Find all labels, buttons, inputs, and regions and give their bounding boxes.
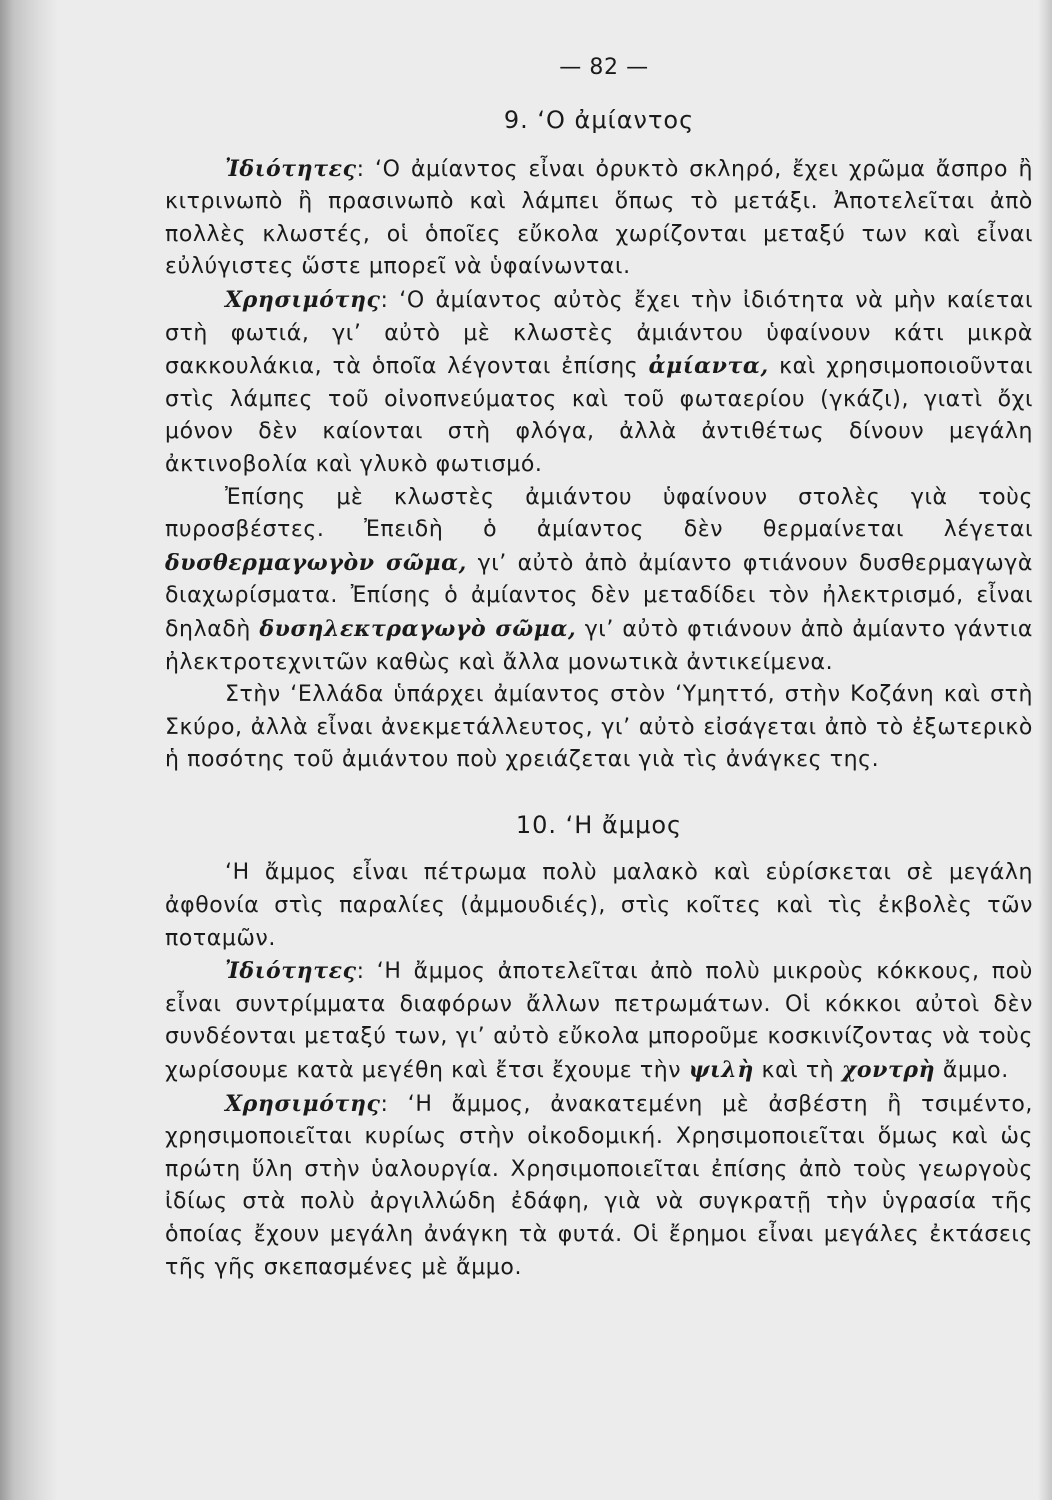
paragraph-text: : ‘Ο ἀμίαντος εἶναι ὀρυκτὸ σκληρό, ἔχει χρῶμα ἄσπρο ἢ κιτρινωπὸ ἢ πρασινωπὸ καὶ λάμπει ὅπως τὸ μετάξι. Ἀποτελεῖται ἀπὸ πολλὲς κλωστές, οἱ ὁποῖες εὔκολα χωρίζονται μεταξύ των καὶ εἶναι εὐλύγιστες ὥστε μπορεῖ νὰ ὑφαίνωνται.	[165, 156, 1033, 280]
emphasized-term: δυσθερμαγωγὸν σῶμα,	[165, 549, 467, 576]
paragraph-text: Στὴν ‘Ελλάδα ὑπάρχει ἀμίαντος στὸν ‘Υμηττό, στὴν Κοζάνη καὶ στὴ Σκύρο, ἀλλὰ εἶναι ἀνεκμετάλλευτος, γι’ αὐτὸ εἰσάγεται ἀπὸ τὸ ἐξωτερικὸ ἡ ποσότης τοῦ ἀμιάντου ποὺ χρειάζεται γιὰ τὶς ἀνάγκες της.	[165, 682, 1033, 773]
paragraph-sand-usefulness	[165, 1088, 1033, 1285]
lead-term: Χρησιμότης	[225, 286, 381, 313]
paragraph-text: Ἐπίσης μὲ κλωστὲς ἀμιάντου ὑφαίνουν στολὲς γιὰ τοὺς πυροσβέστες. Ἐπειδὴ ὁ ἀμίαντος δὲν θερμαίνεται λέγεται	[165, 484, 1033, 543]
page-binding-edge	[0, 0, 58, 1500]
paragraph-asbestos-greece	[165, 679, 1033, 777]
lead-term: Ἰδιότητες	[225, 155, 357, 182]
paragraph-text: ‘Η ἄμμος εἶναι πέτρωμα πολὺ μαλακὸ καὶ εὑρίσκεται σὲ μεγάλη ἀφθονία στὶς παραλίες (ἀμμουδιές), στὶς κοῖτες καὶ τὶς ἐκβολὲς τῶν ποταμῶν.	[165, 860, 1033, 951]
paragraph-text: γι’ αὐτὸ φτιάνουν ἀπὸ ἀμίαντο γάντια ἠλεκτροτεχνιτῶν καθὼς καὶ ἄλλα μονωτικὰ ἀντικείμενα.	[165, 616, 1034, 675]
paragraph-sand-properties	[165, 955, 1033, 1087]
paragraph-asbestos-properties	[165, 153, 1033, 284]
emphasized-term: ψιλὴ	[688, 1057, 754, 1084]
section-title-sand: 10. ‘Η ἄμμος	[515, 810, 683, 839]
paragraph-sand-intro	[165, 857, 1033, 955]
page-text	[165, 50, 1033, 1284]
paragraph-text: : ‘Η ἄμμος, ἀνακατεμένη μὲ ἀσβέστη ἢ τσιμέντο, χρησιμοποιεῖται κυρίως στὴν οἰκοδομική. Χρησιμοποιεῖται ὅμως καὶ ὡς πρώτη ὕλη στὴν ὑαλουργία. Χρησιμοποιεῖται ἐπίσης ἀπὸ τοὺς γεωργοὺς ἰδίως στὰ πολὺ ἀργιλλώδη ἐδάφη, γιὰ νὰ συγκρατῇ τὴν ὑγρασία τῆς ὁποίας ἔχουν μεγάλη ἀνάγκη τὰ φυτά. Οἱ ἔρημοι εἶναι μεγάλες ἐκτάσεις τῆς γῆς σκεπασμένες μὲ ἄμμο.	[165, 1091, 1033, 1280]
lead-term: Χρησιμότης	[225, 1090, 381, 1117]
paragraph-text: καὶ χρησιμοποιοῦνται στὶς λάμπες τοῦ οἰνοπνεύματος καὶ τοῦ φωταερίου (γκάζι), γιατὶ ὄχι μόνον δὲν καίονται στὴ φλόγα, ἀλλὰ ἀντιθέτως δίνουν μεγάλη ἀκτινοβολία καὶ γλυκὸ φωτισμό.	[165, 354, 1034, 477]
emphasized-term: χοντρὴ	[841, 1057, 936, 1084]
paragraph-asbestos-usefulness	[165, 284, 1033, 482]
paragraph-text: γι’ αὐτὸ ἀπὸ ἀμίαντο φτιάνουν δυσθερμαγωγὰ διαχωρίσματα. Ἐπίσης ὁ ἀμίαντος δὲν μεταδίδει τὸν ἠλεκτρισμό, εἶναι δηλαδὴ	[165, 550, 1033, 642]
section-gap	[165, 777, 1033, 791]
paragraph-text: : ‘Η ἄμμος ἀποτελεῖται ἀπὸ πολὺ μικροὺς κόκκους, ποὺ εἶναι συντρίμματα διαφόρων ἄλλων πετρωμάτων. Οἱ κόκκοι αὐτοὶ δὲν συνδέονται μεταξύ των, γι’ αὐτὸ εὔκολα μποροῦμε κοσκινίζοντας νὰ τοὺς χωρίσουμε κατὰ μεγέθη καὶ ἔτσι ἔχουμε τὴν	[165, 959, 1033, 1084]
paragraph-text: καὶ τὴ	[761, 1058, 835, 1084]
page-number: — 82 —	[559, 55, 649, 80]
paragraph-text: ἄμμο.	[942, 1058, 1009, 1084]
paragraph-text: : ‘Ο ἀμίαντος αὐτὸς ἔχει τὴν ἰδιότητα νὰ μὴν καίεται στὴ φωτιά, γι’ αὐτὸ μὲ κλωστὲς ἀμιάντου ὑφαίνουν κάτι μικρὰ σακκουλάκια, τὰ ὁποῖα λέγονται ἐπίσης	[165, 287, 1033, 380]
paragraph-asbestos-insulation	[165, 482, 1033, 680]
lead-term: Ἰδιότητες	[225, 958, 357, 985]
page-right-edge	[1038, 0, 1052, 1500]
section-title-asbestos: 9. ‘Ο ἀμίαντος	[503, 106, 695, 134]
emphasized-term: ἀμίαντα,	[648, 353, 769, 380]
emphasized-term: δυσηλεκτραγωγὸ σῶμα,	[259, 615, 577, 642]
